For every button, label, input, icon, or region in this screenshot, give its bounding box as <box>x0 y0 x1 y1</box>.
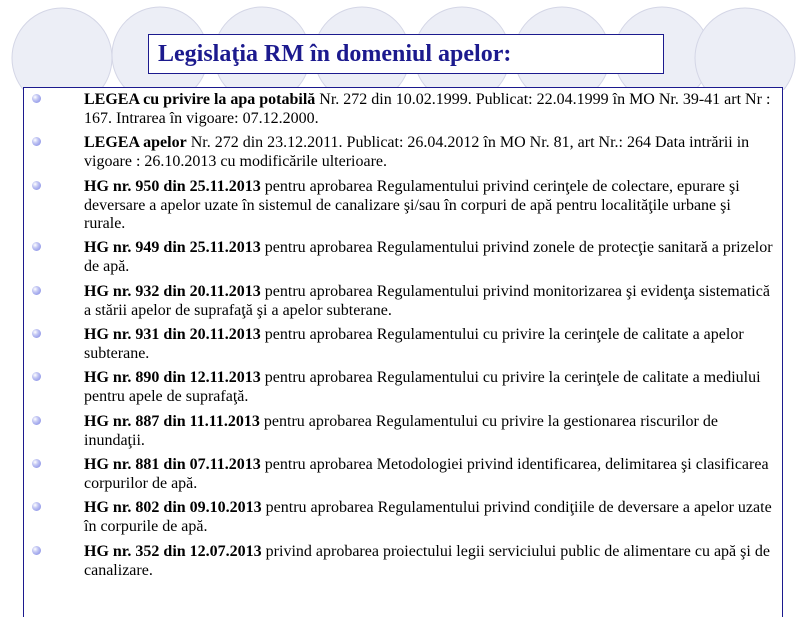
law-description: pentru aprobarea Regulamentului cu privire la cerinţele de calitate a apelor subterane. <box>84 326 744 362</box>
list-item-text <box>84 326 774 363</box>
law-reference: HG nr. 352 din 12.07.2013 <box>84 543 262 560</box>
law-description: pentru aprobarea Regulamentului privind condiţiile de deversare a apelor uzate în corpurile de apă. <box>84 499 772 535</box>
bullet-icon <box>32 502 41 511</box>
bullet-icon <box>32 459 41 468</box>
bullet-icon <box>32 372 41 381</box>
list-item-text <box>84 456 774 493</box>
bullet-icon <box>32 286 41 295</box>
slide-title-box <box>148 34 664 74</box>
law-reference: HG nr. 931 din 20.11.2013 <box>84 326 261 343</box>
law-reference: HG nr. 881 din 07.11.2013 <box>84 456 261 473</box>
list-item-text <box>84 178 774 234</box>
content-box <box>23 87 783 617</box>
law-description: pentru aprobarea Metodologiei privind identificarea, delimitarea şi clasificarea corpurilor de apă. <box>84 456 769 492</box>
law-description: pentru aprobarea Regulamentului cu privire la gestionarea riscurilor de inundaţii. <box>84 413 718 449</box>
law-description: pentru aprobarea Regulamentului privind monitorizarea şi evidenţa sistematică a stării apelor de suprafaţă şi a apelor subterane. <box>84 283 770 319</box>
law-reference: HG nr. 890 din 12.11.2013 <box>84 369 261 386</box>
bullet-icon <box>32 416 41 425</box>
slide-title: Legislaţia RM în domeniul apelor: <box>158 41 512 67</box>
law-reference: LEGEA apelor <box>84 134 187 151</box>
law-reference: LEGEA cu privire la apa potabilă <box>84 91 316 108</box>
list-item-text <box>84 499 774 536</box>
law-description: pentru aprobarea Regulamentului privind zonele de protecţie sanitară a prizelor de apă. <box>84 239 773 275</box>
bullet-icon <box>32 546 41 555</box>
law-reference: HG nr. 932 din 20.11.2013 <box>84 283 261 300</box>
law-description: pentru aprobarea Regulamentului cu privire la cerinţele de calitate a mediului pentru apele de suprafaţă. <box>84 369 761 405</box>
list-item-text <box>84 413 774 450</box>
bullet-icon <box>32 242 41 251</box>
law-reference: HG nr. 950 din 25.11.2013 <box>84 178 261 195</box>
list-item-text <box>84 369 774 406</box>
law-description: Nr. 272 din 10.02.1999. Publicat: 22.04.1999 în MO Nr. 39-41 art Nr : 167. Intrarea în vigoare: 07.12.2000. <box>84 91 771 127</box>
law-description: pentru aprobarea Regulamentului privind cerinţele de colectare, epurare şi deversare a apelor uzate în sistemul de canalizare şi/sau în corpuri de apă pentru localităţile urbane şi rurale. <box>84 178 740 232</box>
list-item-text <box>84 91 774 128</box>
list-item-text <box>84 283 774 320</box>
bullet-icon <box>32 94 41 103</box>
bullet-icon <box>32 329 41 338</box>
list-item-text <box>84 543 774 580</box>
law-reference: HG nr. 887 din 11.11.2013 <box>84 413 260 430</box>
law-reference: HG nr. 802 din 09.10.2013 <box>84 499 262 516</box>
law-description: Nr. 272 din 23.12.2011. Publicat: 26.04.2012 în MO Nr. 81, art Nr.: 264 Data intrării in vigoare : 26.10.2013 cu modificările ulterioare. <box>84 134 750 170</box>
bullet-icon <box>32 181 41 190</box>
bullet-icon <box>32 137 41 146</box>
list-item-text <box>84 134 774 171</box>
law-reference: HG nr. 949 din 25.11.2013 <box>84 239 261 256</box>
law-description: privind aprobarea proiectului legii serviciului public de alimentare cu apă şi de canalizare. <box>84 543 770 579</box>
list-item-text <box>84 239 774 276</box>
